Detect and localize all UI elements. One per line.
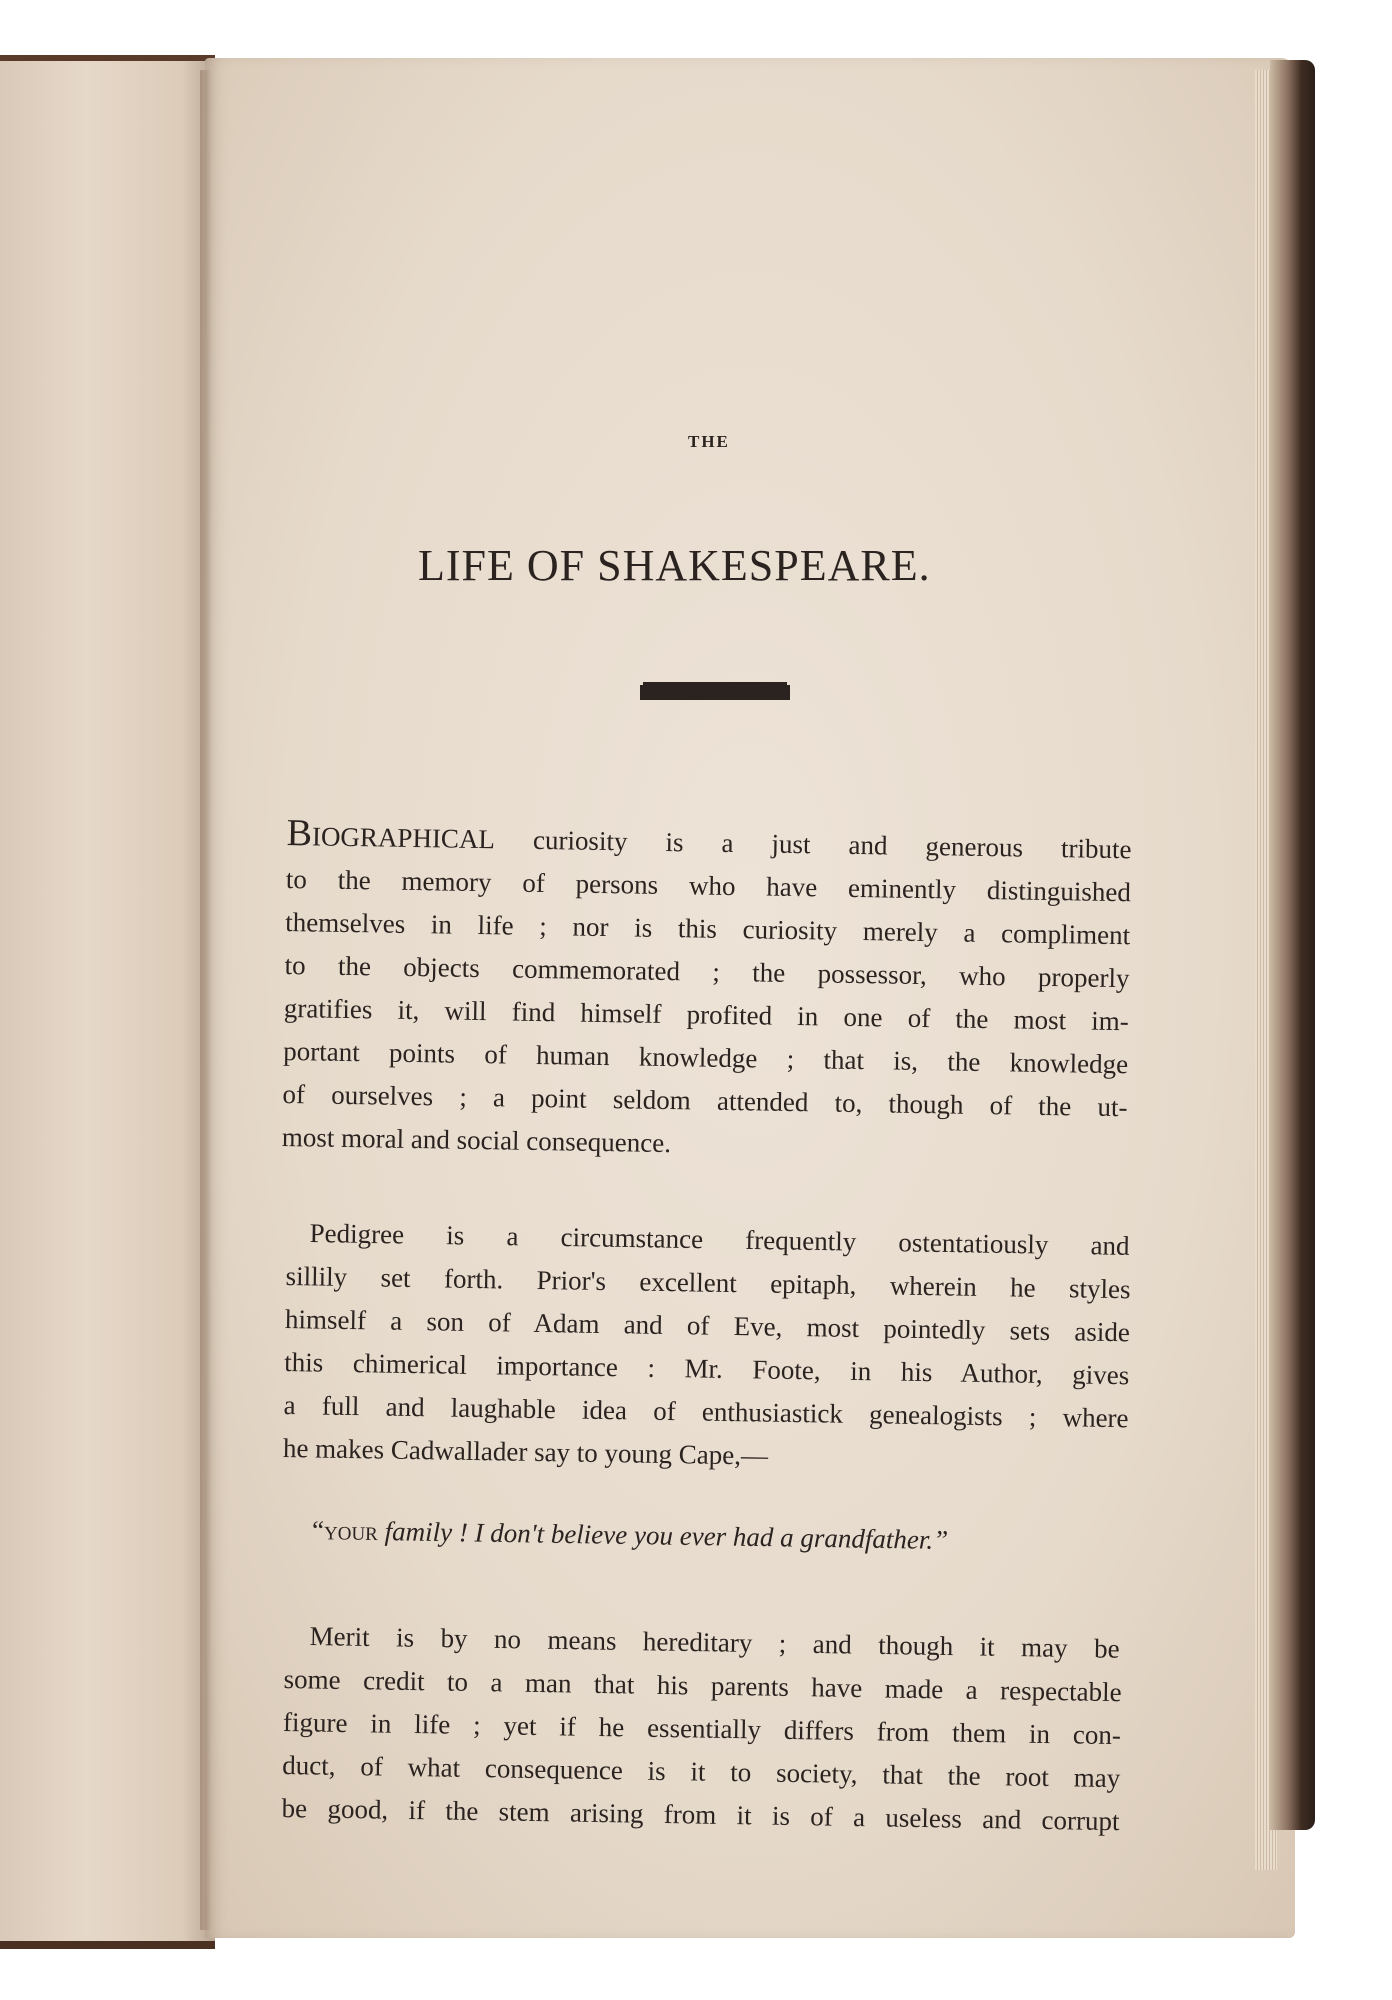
quote-lead: “your: [311, 1515, 379, 1547]
paragraph-3-cont: [281, 1658, 1122, 1843]
line: duct, of what consequence is it to society, that the root may: [282, 1749, 1121, 1794]
line: to the objects commemorated ; the possessor, who properly: [284, 949, 1130, 994]
quote-text: family ! I don't believe you ever had a grandfather.”: [384, 1516, 949, 1555]
line: gratifies it, will find himself profited in one of the most im-: [283, 992, 1130, 1037]
line: himself a son of Adam and of Eve, most pointedly sets aside: [284, 1303, 1131, 1348]
left-page: [0, 55, 215, 1949]
line: Merit is by no means hereditary ; and though it may be: [309, 1620, 1120, 1664]
paragraph-1: [282, 812, 1132, 1172]
paragraph-2-cont: [283, 1255, 1131, 1483]
line: this chimerical importance : Mr. Foote, in his Author, gives: [284, 1346, 1130, 1391]
line: figure in life ; yet if he essentially differs from them in con-: [282, 1706, 1122, 1751]
line: to the memory of persons who have eminently distinguished: [285, 863, 1132, 908]
heading-the: THE: [688, 432, 730, 451]
line: of ourselves ; a point seldom attended to, though of the ut-: [282, 1078, 1128, 1123]
line: be good, if the stem arising from it is of a useless and corrupt: [281, 1792, 1120, 1837]
line: curiosity is a just and generous tribute: [532, 824, 1132, 865]
line: most moral and social consequence.: [281, 1121, 672, 1159]
line: Pedigree is a circumstance frequently ostentatiously and: [309, 1217, 1130, 1261]
page-title: LIFE OF SHAKESPEARE.: [418, 541, 931, 590]
line: a full and laughable idea of enthusiastick genealogists ; where: [283, 1389, 1129, 1434]
book-cover: [1270, 60, 1315, 1830]
line: portant points of human knowledge ; that is, the knowledge: [283, 1035, 1129, 1080]
line: he makes Cadwallader say to young Cape,—: [282, 1432, 769, 1471]
line: sillily set forth. Prior's excellent epitaph, wherein he styles: [285, 1260, 1131, 1305]
lead-word: Biographical: [286, 812, 496, 858]
line: themselves in life ; nor is this curiosity merely a compliment: [285, 906, 1131, 951]
line: some credit to a man that his parents have made a respectable: [283, 1663, 1122, 1708]
ornamental-rule: [640, 685, 790, 700]
gutter-shadow: [200, 70, 212, 1930]
